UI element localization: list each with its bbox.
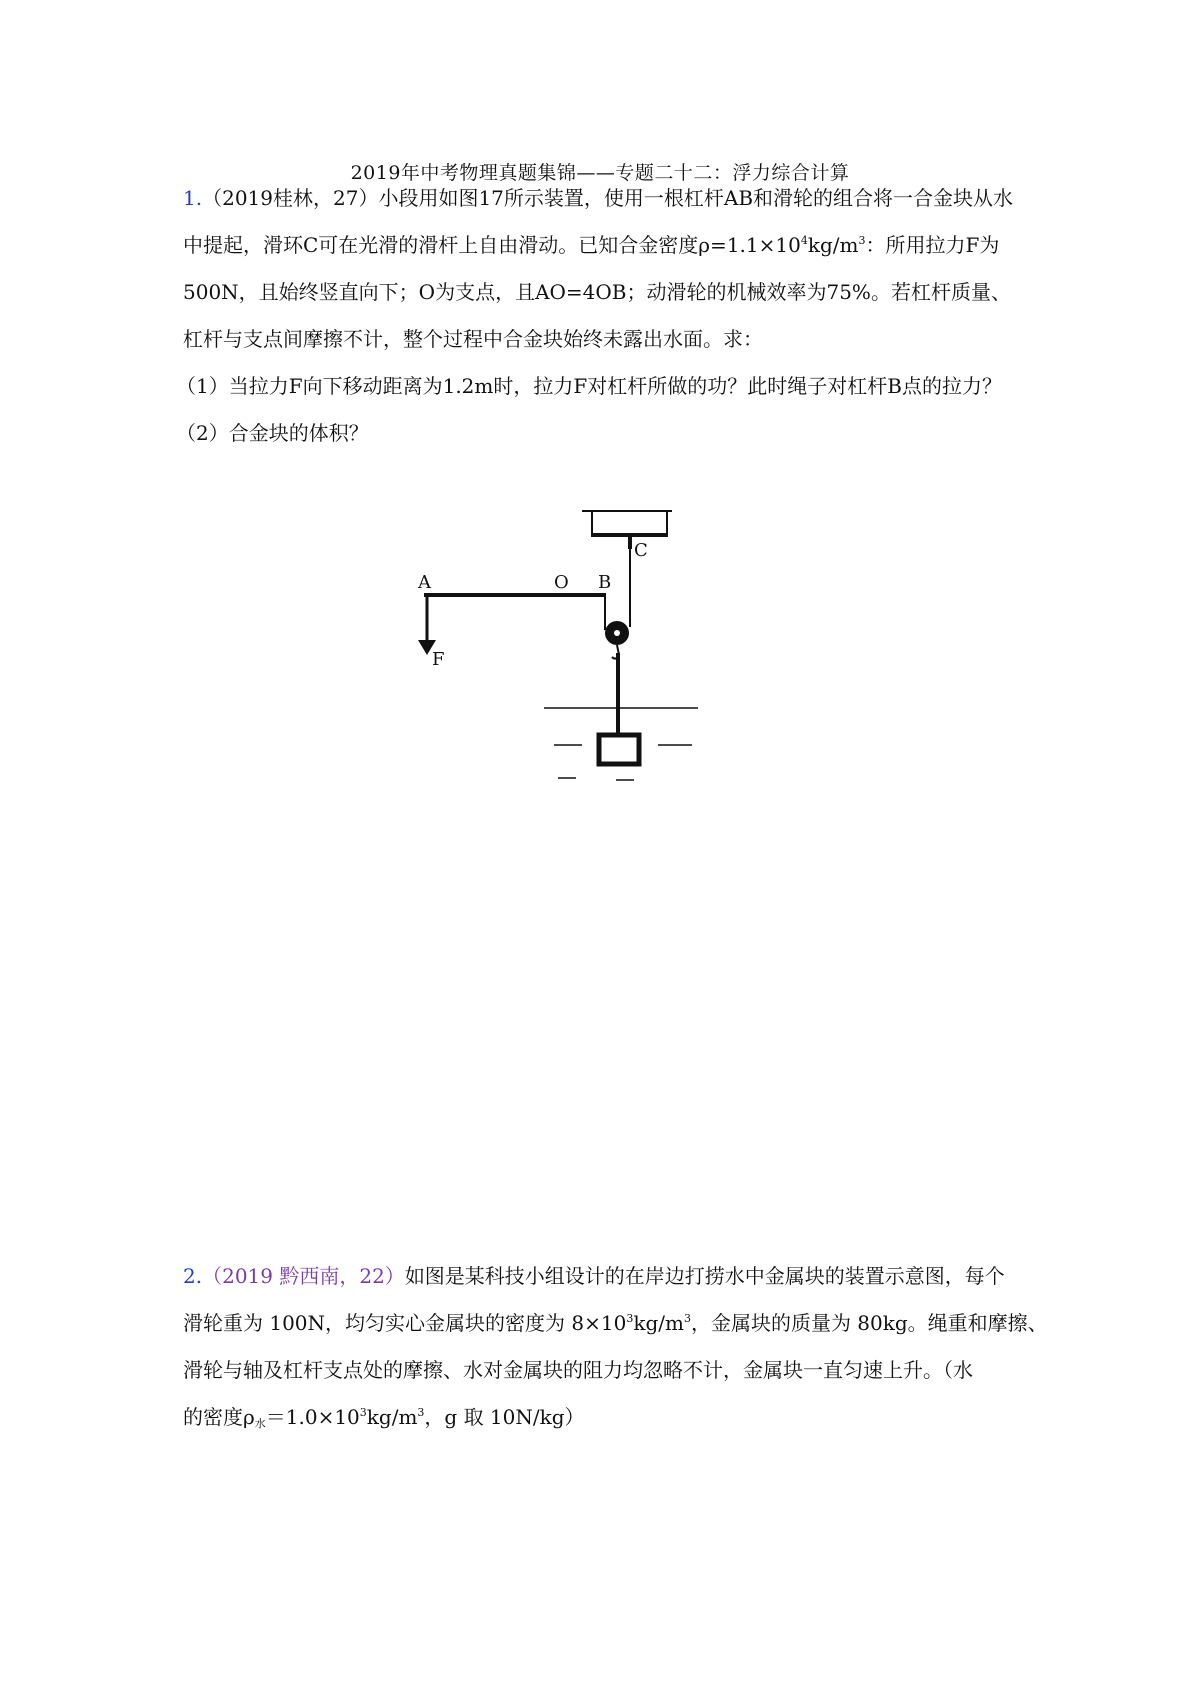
label-f: F [432, 649, 445, 670]
page-title: 2019年中考物理真题集锦——专题二十二：浮力综合计算 [350, 162, 850, 184]
q2-text-1: 如图是某科技小组设计的在岸边打捞水中金属块的装置示意图，每个 [404, 1264, 1005, 1288]
q1-text-1: 小段用如图17所示装置，使用一根杠杆AB和滑轮的组合将一合金块从水 [378, 186, 1014, 210]
q2-text-4c: kg/m [366, 1405, 418, 1429]
q1-number: 1. [183, 186, 203, 210]
label-o: O [554, 572, 569, 593]
q1-sub-2: （2）合金块的体积？ [176, 421, 369, 445]
q1-line-4: 杠杆与支点间摩擦不计，整个过程中合金块始终未露出水面。求： [183, 327, 763, 351]
q2-exp-3: 3 [359, 1406, 367, 1419]
q1-sub-1: （1）当拉力F向下移动距离为1.2m时，拉力F对杠杆所做的功？此时绳子对杠杆B点的拉力？ [176, 374, 1002, 398]
q1-text-2: 中提起，滑环C可在光滑的滑杆上自由滑动。已知合金密度ρ=1.1×10 [183, 233, 801, 257]
q2-source: （2019 黔西南，22） [202, 1264, 405, 1288]
q2-text-2c: ，金属块的质量为 80kg。绳重和摩擦、 [690, 1311, 1048, 1335]
q1-exp-1: 4 [800, 234, 808, 247]
label-a: A [418, 572, 431, 593]
q2-number: 2. [183, 1264, 203, 1288]
pulley-axle [614, 630, 620, 636]
q2-exp-1: 3 [626, 1312, 634, 1325]
q1-text-2c: ：所用拉力F为 [865, 233, 1000, 257]
q1-exp-2: 3 [858, 234, 866, 247]
alloy-block [599, 735, 639, 764]
lever-pulley-figure [418, 495, 780, 810]
q2-text-2b: kg/m [633, 1311, 684, 1335]
q2-text-4b: ＝1.0×10 [265, 1405, 360, 1429]
q2-line-1 [183, 1262, 1043, 1290]
q1-source: （2019桂林，27） [202, 186, 379, 210]
q2-sub-water: 水 [254, 1417, 266, 1430]
q1-line-2 [183, 231, 1043, 259]
q2-text-2: 滑轮重为 100N，均匀实心金属块的密度为 8×10 [183, 1311, 627, 1335]
q1-line-1 [183, 184, 1043, 212]
q2-exp-2: 3 [683, 1312, 691, 1325]
label-c: C [634, 540, 648, 561]
q2-line-4 [183, 1403, 1043, 1431]
lever-pulley-svg [418, 495, 780, 810]
q2-text-4: 的密度ρ [183, 1405, 255, 1429]
q2-line-3: 滑轮与轴及杠杆支点处的摩擦、水对金属块的阻力均忽略不计，金属块一直匀速上升。（水 [183, 1358, 973, 1382]
q1-text-2b: kg/m [807, 233, 859, 257]
q2-exp-4: 3 [417, 1406, 425, 1419]
q2-text-4d: ，g 取 10N/kg） [424, 1405, 585, 1429]
q1-line-3: 500N，且始终竖直向下；O为支点，且AO=4OB；动滑轮的机械效率为75%。若杠杆质量、 [183, 280, 1011, 304]
q2-line-2 [183, 1309, 1048, 1337]
label-b: B [598, 572, 612, 593]
